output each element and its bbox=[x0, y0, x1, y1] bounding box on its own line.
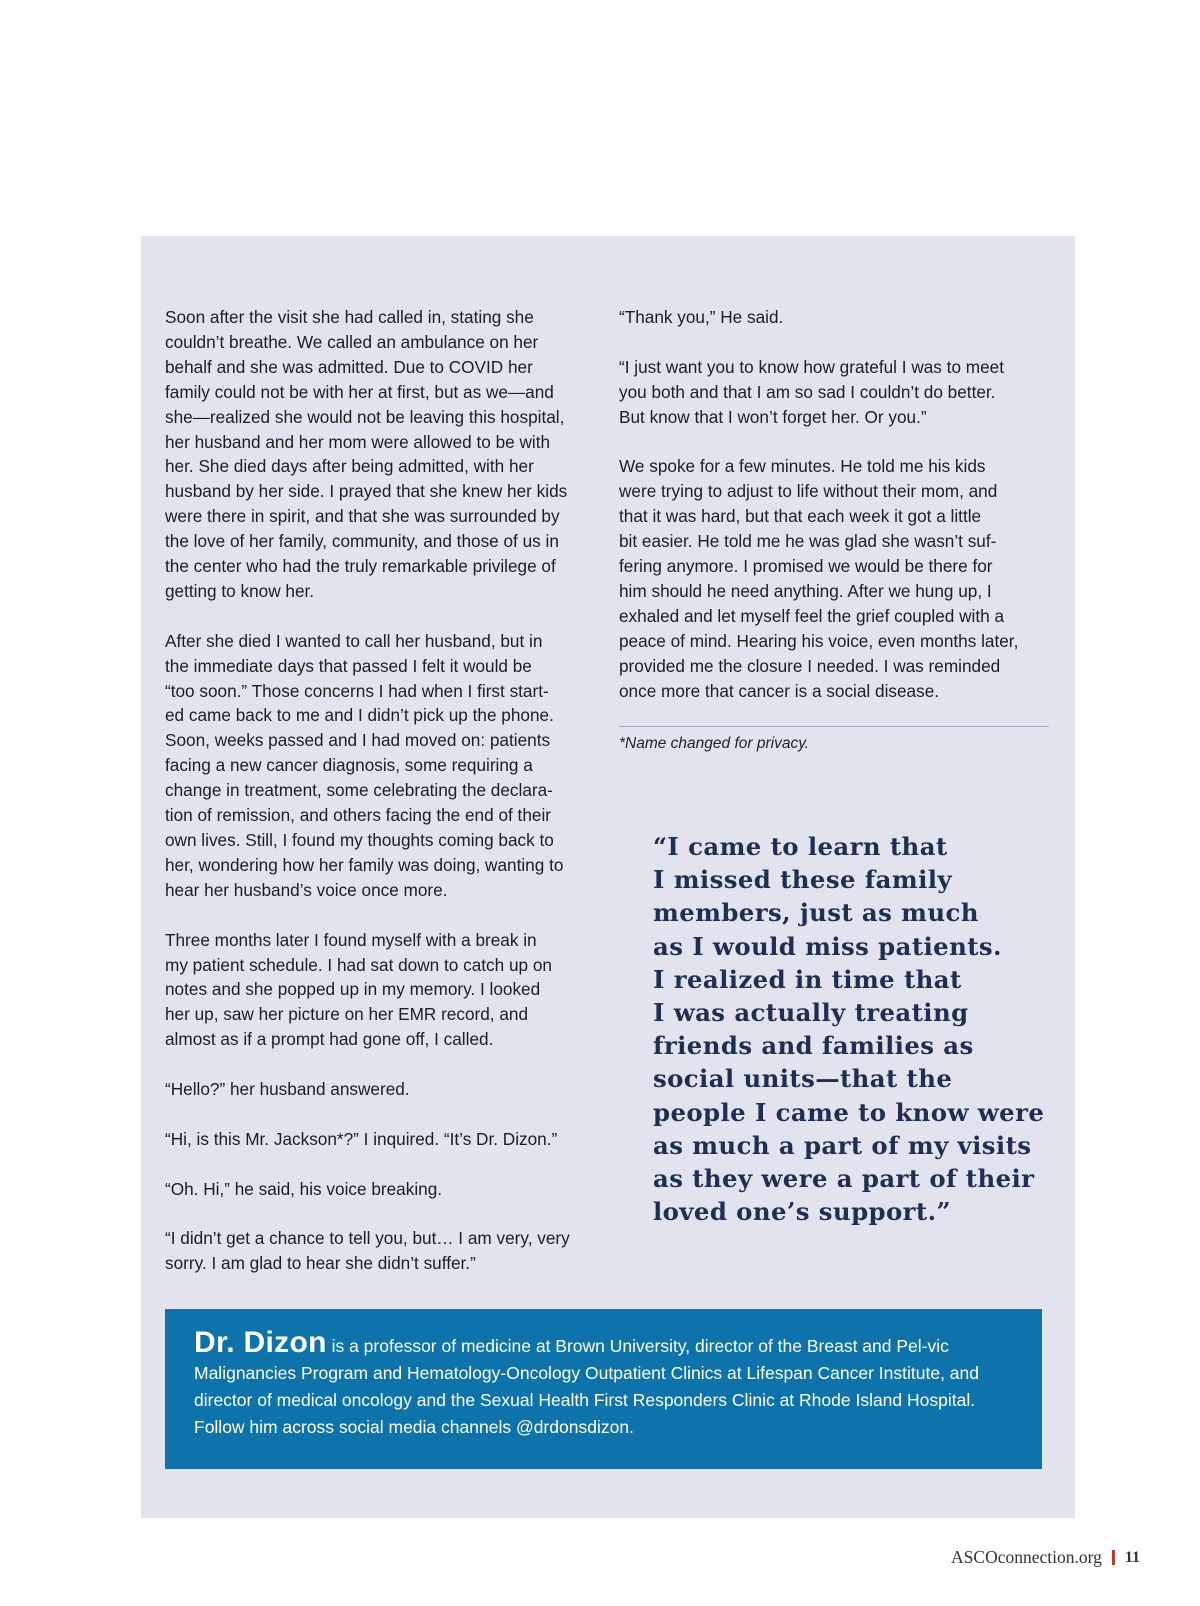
paragraph: We spoke for a few minutes. He told me his kids were trying to adjust to life without their mom, and that it was hard, but that each week it got a little bit easier. He told me he was glad she wasn’t suf- fering anymore. I promised we would be there for him should he need anything. After we hung up, I exhaled and let myself feel the grief coupled with a peace of mind. Hearing his voice, even months later, provided me the closure I needed. I was reminded once more that cancer is a social disease. bbox=[619, 456, 1019, 701]
pull-quote: “I came to learn that I missed these family members, just as much as I would miss patients. I realized in time that I was actually treating friends and families as social units—that the people I came to know were as much a part of my visits as they were a part of their loved one’s support.” bbox=[653, 832, 1045, 1227]
paragraph: Soon after the visit she had called in, stating she couldn’t breathe. We called an ambulance on her behalf and she was admitted. Due to COVID her family could not be with her at first, but as we—and she—realized she would not be leaving this hospital, her husband and her mom were allowed to be with her. She died days after being admitted, with her husband by her side. I prayed that she knew her kids were there in spirit, and that she was surrounded by the love of her family, community, and those of us in the center who had the truly remarkable privilege of getting to know her. bbox=[165, 307, 568, 601]
paragraph: “Oh. Hi,” he said, his voice breaking. bbox=[165, 1178, 443, 1199]
footnote-divider bbox=[619, 726, 1049, 727]
paragraph: “Hello?” her husband answered. bbox=[165, 1079, 410, 1100]
page-number: 11 bbox=[1124, 1548, 1140, 1566]
article-left-column bbox=[165, 305, 605, 1301]
author-bio-text: is a professor of medicine at Brown University, director of the Breast and Pel-vic Malignancies Program and Hematology-Oncology Outpatient Clinics at Lifespan Cancer Institute, and director of medical oncology and the Sexual Health First Responders Clinic at Rhode Island Hospital. Follow him across social media channels @drdonsdizon. bbox=[194, 1336, 979, 1437]
paragraph: After she died I wanted to call her husband, but in the immediate days that passed I felt it would be “too soon.” Those concerns I had when I first start- ed came back to me and I didn’t pick up the phone. Soon, weeks passed and I had moved on: patients facing a new cancer diagnosis, some requiring a change in treatment, some celebrating the declara- tion of remission, and others facing the end of their own lives. Still, I found my thoughts coming back to her, wondering how her family was doing, wanting to hear her husband’s voice once more. bbox=[165, 630, 564, 900]
paragraph: “Hi, is this Mr. Jackson*?” I inquired. “It’s Dr. Dizon.” bbox=[165, 1128, 558, 1149]
footer-separator bbox=[1112, 1550, 1115, 1565]
paragraph: “I didn’t get a chance to tell you, but… I am very, very sorry. I am glad to hear she didn’t suffer.” bbox=[165, 1228, 570, 1274]
site-name: ASCOconnection.org bbox=[951, 1547, 1102, 1567]
paragraph: Three months later I found myself with a break in my patient schedule. I had sat down to catch up on notes and she popped up in my memory. I looked her up, saw her picture on her EMR record, and almost as if a prompt had gone off, I called. bbox=[165, 929, 552, 1050]
paragraph: “I just want you to know how grateful I was to meet you both and that I am so sad I couldn’t do better. But know that I won’t forget her. Or you.” bbox=[619, 356, 1004, 427]
privacy-footnote: *Name changed for privacy. bbox=[619, 735, 810, 752]
paragraph: “Thank you,” He said. bbox=[619, 307, 784, 327]
page-footer bbox=[951, 1547, 1140, 1568]
author-bio-box bbox=[165, 1309, 1042, 1469]
article-right-column bbox=[619, 305, 1059, 728]
author-name: Dr. Dizon bbox=[194, 1326, 327, 1359]
